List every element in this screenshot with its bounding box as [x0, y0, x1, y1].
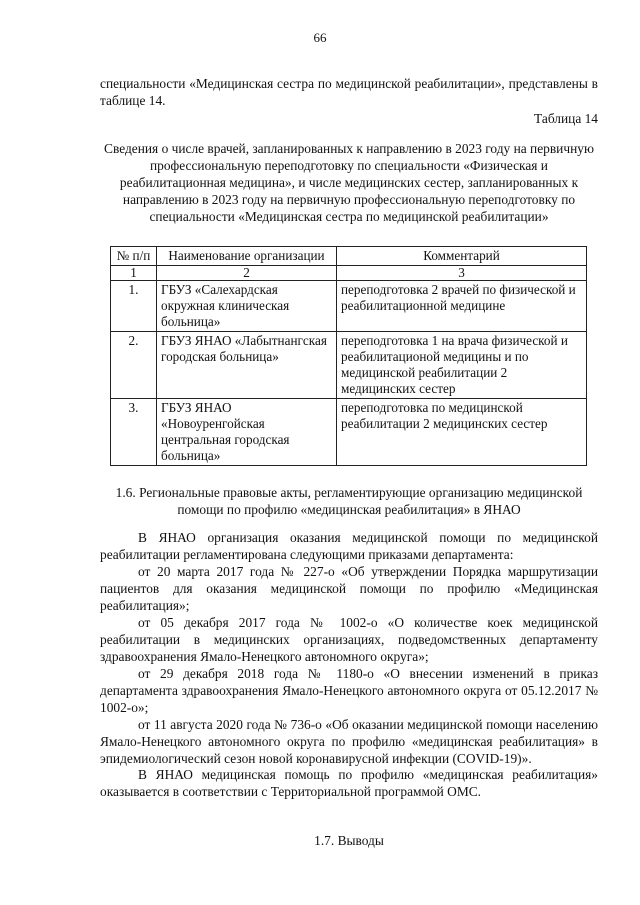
table-index-cell: 3 — [337, 266, 587, 281]
table-header-number: № п/п — [111, 247, 157, 266]
table-row — [111, 399, 587, 466]
personnel-table — [110, 246, 587, 466]
body-paragraph: В ЯНАО медицинская помощь по профилю «медицинская реабилитация» оказывается в соответствии с Территориальной программой ОМС. — [100, 767, 598, 799]
table-cell-comment: переподготовка 1 на врача физической и реабилитационой медицины и по медицинской реабилитации 2 медицинских сестер — [337, 332, 587, 399]
order-736-paragraph: от 11 августа 2020 года № 736-о «Об оказании медицинской помощи населению Ямало-Ненецкого автономного округа по профилю «медицинская реабилитация» в эпидемиологический сезон новой коронавирусной инфекции (COVID-19)». — [100, 717, 598, 766]
table-index-row — [111, 266, 587, 281]
table-cell-organization: ГБУЗ ЯНАО «Новоуренгойская центральная городская больница» — [157, 399, 337, 466]
table-cell-number: 1. — [111, 281, 157, 332]
table-caption: Сведения о числе врачей, запланированных к направлению в 2023 году на первичную профессиональную переподготовку по специальности «Физическая и реабилитационная медицина», и числе медицинских сестер, запланированных к направлению в 2023 году на первичную профессиональную переподготовку по специальности «Медицинская сестра по медицинской реабилитации» — [104, 141, 594, 224]
table-cell-organization: ГБУЗ «Салехардская окружная клиническая больница» — [157, 281, 337, 332]
section-1-6-title: 1.6. Региональные правовые акты, регламентирующие организацию медицинской помощи по профилю «медицинская реабилитация» в ЯНАО — [115, 485, 583, 517]
table-index-cell: 2 — [157, 266, 337, 281]
table-header-comment: Комментарий — [337, 247, 587, 266]
table-index-cell: 1 — [111, 266, 157, 281]
body-paragraph: В ЯНАО организация оказания медицинской помощи по медицинской реабилитации регламентирована следующими приказами департамента: — [100, 530, 598, 562]
table-cell-number: 2. — [111, 332, 157, 399]
table-cell-comment: переподготовка по медицинской реабилитации 2 медицинских сестер — [337, 399, 587, 466]
table-header-row — [111, 247, 587, 266]
table-cell-number: 3. — [111, 399, 157, 466]
page-number: 66 — [313, 30, 327, 45]
order-1002-paragraph: от 05 декабря 2017 года № 1002-о «О количестве коек медицинской реабилитации в медицинских организациях, подведомственных департаменту здравоохранения Ямало-Ненецкого автономного округа»; — [100, 615, 598, 664]
intro-paragraph: специальности «Медицинская сестра по медицинской реабилитации», представлены в таблице 14. — [100, 76, 598, 108]
order-1180-paragraph: от 29 декабря 2018 года № 1180-о «О внесении изменений в приказ департамента здравоохранения Ямало-Ненецкого автономного округа от 05.12.2017 № 1002-о»; — [100, 666, 598, 715]
table-cell-comment: переподготовка 2 врачей по физической и реабилитационной медицине — [337, 281, 587, 332]
table-row — [111, 281, 587, 332]
table-header-organization: Наименование организации — [157, 247, 337, 266]
table-cell-organization: ГБУЗ ЯНАО «Лабытнангская городская больница» — [157, 332, 337, 399]
table-row — [111, 332, 587, 399]
table-label: Таблица 14 — [534, 111, 598, 126]
order-227-paragraph: от 20 марта 2017 года № 227-о «Об утверждении Порядка маршрутизации пациентов для оказания медицинской помощи по профилю «Медицинская реабилитация»; — [100, 564, 598, 613]
section-1-7-title: 1.7. Выводы — [314, 833, 384, 848]
